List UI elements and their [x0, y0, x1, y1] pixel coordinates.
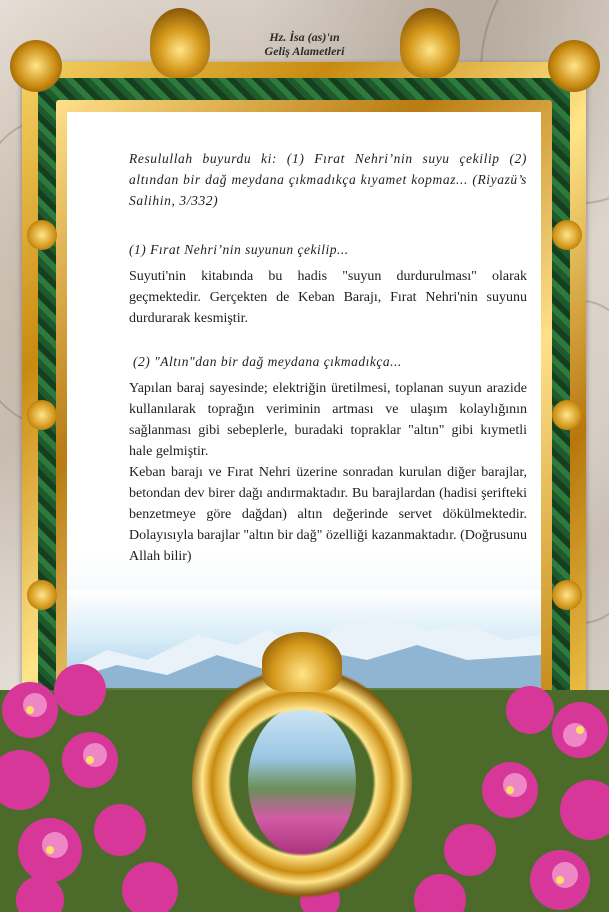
section-2-paragraph-1: Yapılan baraj sayesinde; elektriğin üretilmesi, toplanan suyun arazide kullanılarak toprağın veriminin artması ve ulaşım kolaylığının sağlanması gibi sebeplerle, buradaki topraklar "altın" gibi kıymetli hale gelmiştir.: [129, 381, 527, 459]
frame-ornament-right: [552, 580, 582, 610]
running-header: [0, 30, 609, 58]
page-text: [129, 148, 527, 567]
frame-ornament-right: [552, 400, 582, 430]
gold-ornamental-mirror: [192, 665, 412, 900]
frame-ornament-left: [27, 400, 57, 430]
section-1-paragraph: Suyuti'nin kitabında bu hadis "suyun durdurulması" olarak geçmektedir. Gerçekten de Keban Barajı, Fırat Nehri'nin suyunu durdurarak kesmiştir.: [129, 269, 527, 326]
frame-ornament-left: [27, 220, 57, 250]
mirror-crest: [262, 632, 342, 692]
frame-ornament-left: [27, 580, 57, 610]
section-2-heading: (2) "Altın"dan bir dağ meydana çıkmadıkça...: [133, 354, 402, 369]
header-line-2: Geliş Alametleri: [264, 44, 345, 58]
section-2-paragraph-2: Keban barajı ve Fırat Nehri üzerine sonradan kurulan diğer barajlar, betondan dev birer dağı andırmaktadır. Bu barajlardan (hadisi şerifteki benzetmeye göre dağdan) altın değerinde servet dökülmektedir. Dolayısıyla barajlar "altın bir dağ" özelliği kazanmaktadır. (Doğrusunu Allah bilir): [129, 465, 527, 564]
section-1-heading: (1) Fırat Nehri’nin suyunun çekilip...: [129, 242, 349, 257]
header-line-1: Hz. İsa (as)'ın: [269, 30, 340, 44]
hadith-quote: Resulullah buyurdu ki: (1) Fırat Nehri’nin suyu çekilip (2) altından bir dağ meydana çıkmadıkça kıyamet kopmaz... (Riyazü’s Salihin, 3/332): [129, 151, 527, 208]
frame-ornament-right: [552, 220, 582, 250]
